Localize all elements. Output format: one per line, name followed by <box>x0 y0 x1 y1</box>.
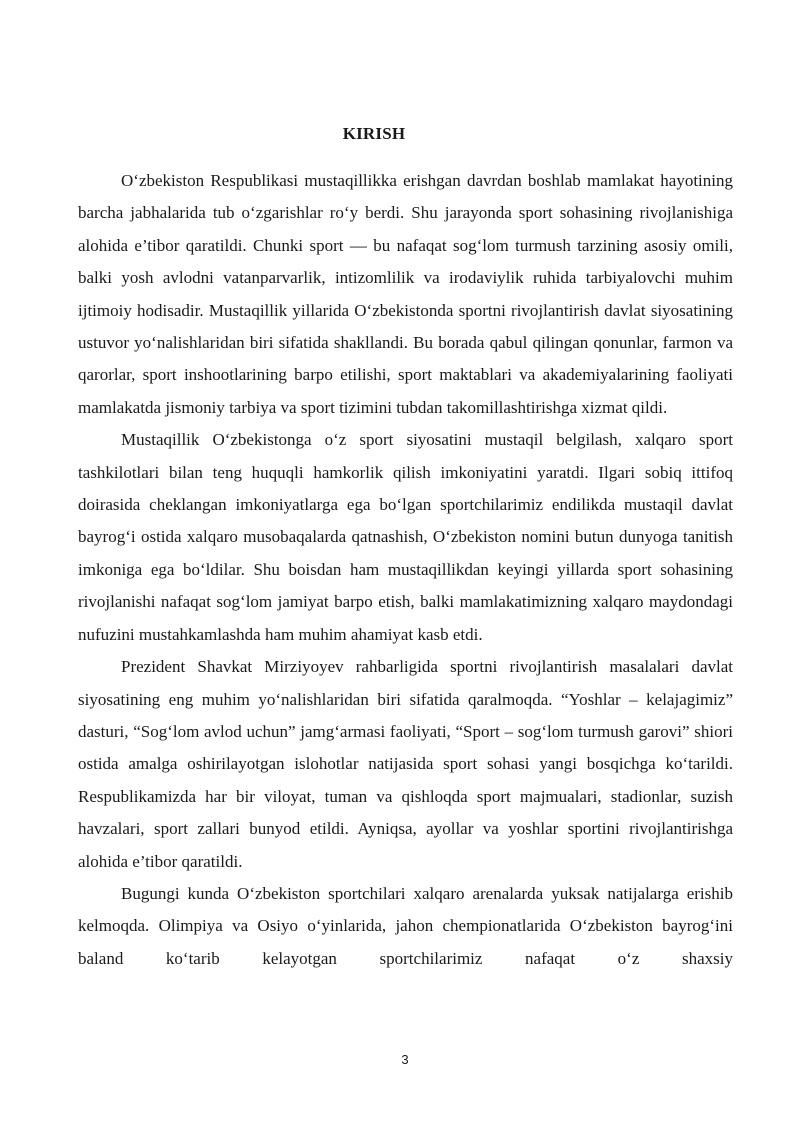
section-title: KIRISH <box>342 124 406 143</box>
page-number: 3 <box>401 1052 409 1067</box>
paragraph-1: O‘zbekiston Respublikasi mustaqillikka erishgan davrdan boshlab mamlakat hayotining barcha jabhalarida tub o‘zgarishlar ro‘y berdi. Shu jarayonda sport sohasining rivojlanishiga alohida e’tibor qaratildi. Chunki sport — bu nafaqat sog‘lom turmush tarzining asosiy omili, balki yosh avlodni vatanparvarlik, intizomlilik va irodaviylik ruhida tarbiyalovchi muhim ijtimoiy hodisadir. Mustaqillik yillarida O‘zbekistonda sportni rivojlantirish davlat siyosatining ustuvor yo‘nalishlaridan biri sifatida shakllandi. Bu borada qabul qilingan qonunlar, farmon va qarorlar, sport inshootlarining barpo etilishi, sport maktablari va akademiyalarining faoliyati mamlakatda jismoniy tarbiya va sport tizimini tubdan takomillashtirishga xizmat qildi. <box>78 171 733 417</box>
paragraph-4: Bugungi kunda O‘zbekiston sportchilari xalqaro arenalarda yuksak natijalarga erishib kelmoqda. Olimpiya va Osiyo o‘yinlarida, jahon chempionatlarida O‘zbekiston bayrog‘ini baland ko‘tarib kelayotgan sportchilarimiz nafaqat o‘z shaxsiy <box>78 883 733 968</box>
body-text <box>78 165 733 975</box>
paragraph-3: Prezident Shavkat Mirziyoyev rahbarligida sportni rivojlantirish masalalari davlat siyosatining eng muhim yo‘nalishlaridan biri sifatida qaralmoqda. “Yoshlar – kelajagimiz” dasturi, “Sog‘lom avlod uchun” jamg‘armasi faoliyati, “Sport – sog‘lom turmush garovi” shiori ostida amalga oshirilayotgan islohotlar natijasida sport sohasi yangi bosqichga ko‘tarildi. Respublikamizda har bir viloyat, tuman va qishloqda sport majmualari, stadionlar, suzish havzalari, sport zallari bunyod etildi. Ayniqsa, ayollar va yoshlar sportini rivojlantirishga alohida e’tibor qaratildi. <box>78 657 733 871</box>
paragraph-2: Mustaqillik O‘zbekistonga o‘z sport siyosatini mustaqil belgilash, xalqaro sport tashkilotlari bilan teng huquqli hamkorlik qilish imkoniyatini yaratdi. Ilgari sobiq ittifoq doirasida cheklangan imkoniyatlarga ega bo‘lgan sportchilarimiz endilikda mustaqil davlat bayrog‘i ostida xalqaro musobaqalarda qatnashish, O‘zbekiston nomini butun dunyoga tanitish imkoniga ega bo‘ldilar. Shu boisdan ham mustaqillikdan keyingi yillarda sport sohasining rivojlanishi nafaqat sog‘lom jamiyat barpo etish, balki mamlakatimizning xalqaro maydondagi nufuzini mustahkamlashda ham muhim ahamiyat kasb etdi. <box>78 430 733 644</box>
